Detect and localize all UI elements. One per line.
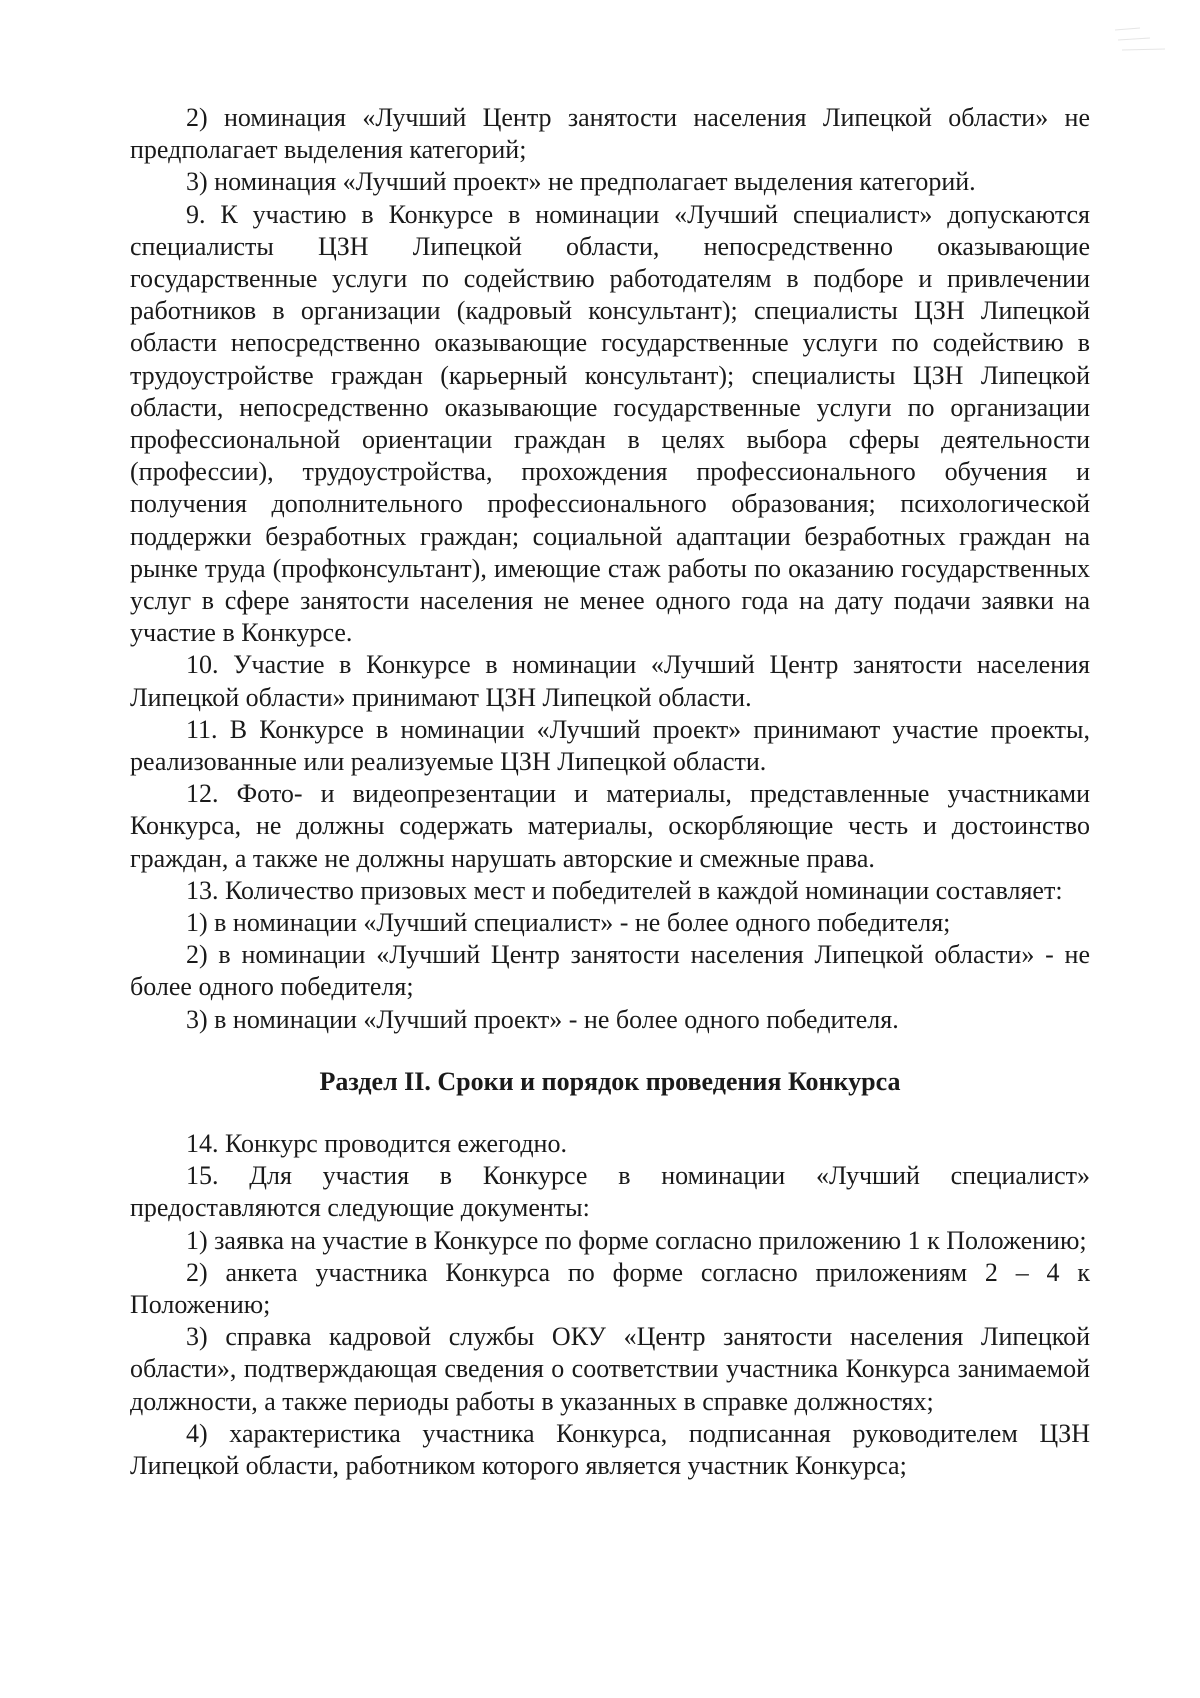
paragraph-item-15-4: 4) характеристика участника Конкурса, подписанная руководителем ЦЗН Липецкой области, работником которого является участник Конкурса;: [130, 1418, 1090, 1480]
paragraph-item-15-3: 3) справка кадровой службы ОКУ «Центр занятости населения Липецкой области», подтверждающая сведения о соответствии участника Конкурса занимаемой должности, а также периоды работы в указанных в справке должностях;: [130, 1322, 1090, 1416]
document-page: [130, 102, 1090, 1482]
paragraph-item-15-1: 1) заявка на участие в Конкурсе по форме согласно приложению 1 к Положению;: [186, 1225, 1087, 1255]
paragraph-item-15-2: 2) анкета участника Конкурса по форме согласно приложениям 2 – 4 к Положению;: [130, 1257, 1090, 1319]
paragraphs-after-section: [130, 1128, 1090, 1482]
paragraph-item-14: 14. Конкурс проводится ежегодно.: [186, 1128, 567, 1158]
paragraph-item-15: 15. Для участия в Конкурсе в номинации «Лучший специалист» предоставляются следующие документы:: [130, 1161, 1090, 1223]
paragraph-nomination-3: 3) номинация «Лучший проект» не предполагает выделения категорий.: [186, 167, 976, 197]
scan-artifact-mark: [1110, 22, 1180, 62]
paragraph-item-13-3: 3) в номинации «Лучший проект» - не более одного победителя.: [186, 1004, 899, 1034]
paragraph-item-13-1: 1) в номинации «Лучший специалист» - не более одного победителя;: [186, 908, 951, 938]
paragraph-nomination-2: 2) номинация «Лучший Центр занятости населения Липецкой области» не предполагает выделения категорий;: [130, 103, 1090, 165]
paragraph-item-11: 11. В Конкурсе в номинации «Лучший проект» принимают участие проекты, реализованные или реализуемые ЦЗН Липецкой области.: [130, 714, 1090, 777]
paragraph-item-13-2: 2) в номинации «Лучший Центр занятости населения Липецкой области» - не более одного победителя;: [130, 940, 1090, 1002]
paragraph-item-12: 12. Фото- и видеопрезентации и материалы, представленные участниками Конкурса, не должны содержать материалы, оскорбляющие честь и достоинство граждан, а также не должны нарушать авторские и смежные права.: [130, 779, 1090, 873]
paragraph-item-13: 13. Количество призовых мест и победителей в каждой номинации составляет:: [186, 875, 1063, 905]
section-heading: Раздел II. Сроки и порядок проведения Конкурса: [319, 1066, 901, 1096]
paragraph-item-9: 9. К участию в Конкурсе в номинации «Лучший специалист» допускаются специалисты ЦЗН Липецкой области, непосредственно оказывающие государственные услуги по содействию работодателям в подборе и привлечении работников в организации (кадровый консультант); специалисты ЦЗН Липецкой области непосредственно оказывающие государственные услуги по содействию в трудоустройстве граждан (карьерный консультант); специалисты ЦЗН Липецкой области, непосредственно оказывающие государственные услуги по организации профессиональной ориентации граждан в целях выбора сферы деятельности (профессии), трудоустройства, прохождения профессионального обучения и получения дополнительного профессионального образования; психологической поддержки безработных граждан; социальной адаптации безработных граждан на рынке труда (профконсультант), имеющие стаж работы по оказанию государственных услуг в сфере занятости населения не менее одного года на дату подачи заявки на участие в Конкурсе.: [130, 199, 1090, 648]
paragraph-item-10: 10. Участие в Конкурсе в номинации «Лучший Центр занятости населения Липецкой области» принимают ЦЗН Липецкой области.: [130, 650, 1090, 712]
paragraphs-before-section: [130, 102, 1090, 1036]
